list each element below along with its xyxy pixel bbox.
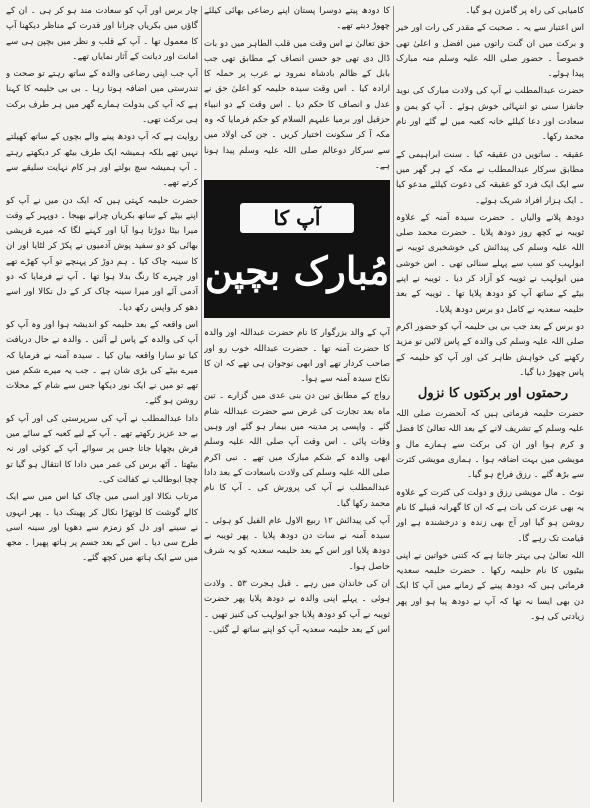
paragraph: کامیابی کی راہ پر گامزن ہو گیا۔ xyxy=(465,6,584,16)
paragraph: عقیقہ ۔ ساتویں دن عقیقہ کیا ۔ سنت ابراہیمی کے مطابق سرکار عبدالمطلب نے مکہ کے ہر گھر میں سے ایک ایک فرد کو عقیقہ کی دعوت کیلئے مدعو کیا ۔ ایک ہزار افراد شریک ہوئے۔ xyxy=(396,149,584,206)
paragraph: اللہ تعالیٰ ہی بہتر جانتا ہے کہ کتنی خواتین نے اپنی بیٹیوں کا نام حلیمہ رکھا ۔ حضرت حلیمہ سعدیہ فرماتی ہیں کہ دودھ پینے کے زمانے میں آپ کا ایک دن بھی ایسا نہ تھا کہ آپ نے دودھ پیا ہو اور پھر زیادتی کی ہو۔ xyxy=(396,550,584,622)
paragraph: اس واقعہ کے بعد حلیمہ کو اندیشہ ہوا اور وہ آپ کو آپ کی والدہ کے پاس لے آئیں ۔ والدہ نے حال دریافت کیا تو سارا واقعہ بیان کیا ۔ سیدہ آمنہ نے فرمایا کہ میرے بیٹے کی بڑی شان ہے ۔ جب یہ میرے شکم میں تھے تو میں نے ایک نور دیکھا جس سے شام کے محلات روشن ہو گئے۔ xyxy=(6,319,198,407)
paragraph: آپ کے والد بزرگوار کا نام حضرت عبداللہ اور والدہ کا حضرت آمنہ تھا ۔ حضرت عبداللہ خوب رو اور صاحب کردار تھے اور ابھی نوجوان ہی تھے کہ ان کا نکاح سیدہ آمنہ سے ہوا۔ xyxy=(204,328,390,385)
paragraph: نوٹ ۔ مال مویشی رزق و دولت کی کثرت کے علاوہ یہ بھی عزت کی بات ہے کہ ان کا گھرانہ قبیلے کا نام روشن ہو گیا اور آج بھی زندہ و درخشندہ ہے اور قیامت تک رہے گا۔ xyxy=(396,487,584,544)
paragraph: حضرت حلیمہ فرماتی ہیں کہ آنحضرت صلی اللہ علیہ وسلم کے تشریف لانے کے بعد اللہ تعالیٰ کا فضل و کرم ہوا اور ان کی برکت سے ہمارے مال و مویشی میں بہت اضافہ ہوا ۔ ہماری مویشی کثرت سے بڑھ گئے ۔ رزق فراخ ہو گیا۔ xyxy=(396,409,584,481)
paragraph: رواج کے مطابق تین دن بنی عدی میں گزارے ۔ تین ماہ بعد تجارت کی غرض سے حضرت عبداللہ شام گئے ۔ واپسی پر مدینہ میں بیمار ہو گئے اور وہیں وفات پائی ۔ اس وقت آپ صلی اللہ علیہ وسلم ابھی والدہ کے شکم مبارک میں تھے ۔ نبی اکرم صلی اللہ علیہ وسلم کی ولادت باسعادت کے بعد دادا عبدالمطلب نے آپ کی پرورش کی ۔ آپ کا نام محمد رکھا گیا۔ xyxy=(204,391,390,509)
paragraph: دو برس کے بعد جب بی بی حلیمہ آپ کو حضور اکرم صلی اللہ علیہ وسلم کی والدہ کے پاس لائیں تو مزید رکھنے کی خواہش ظاہر کی اور آپ کو حلیمہ کے پاس چھوڑ دیا گیا۔ xyxy=(396,321,584,378)
paragraph: اس اعتبار سے یہ ۔ صحبت کے مقدر کی رات اور خیر و برکت میں ان گنت راتوں میں افضل و اعلیٰ تھی خصوصاً ۔ حضور صلی اللہ علیہ وسلم منہ مبارک پیدا ہوئے۔ xyxy=(396,23,584,80)
column-divider xyxy=(393,6,394,802)
article-column-left xyxy=(6,4,198,804)
paragraph: مرتاب نکالا اور اسی میں چاک کیا اس میں سے ایک کالے گوشت کا لوتھڑا نکال کر پھینک دیا ۔ پھر انہوں نے سینے اور دل کو زمزم سے دھویا اور سینہ اسی طرح سی دیا ۔ اس کے بعد جسم پر ہاتھ پھیرا ۔ مجھ میں سے ایک ہاتھ میں کچھ گئے۔ xyxy=(6,492,198,564)
section-heading: رحمتوں اور برکتوں کا نزول xyxy=(417,386,568,402)
paragraph: حضرت عبدالمطلب نے آپ کی ولادت مبارک کی نوید جانفزا سنی تو انتہائی خوش ہوئے ۔ آپ کو یمن و سعادت اور دعا کیلئے خانہ کعبہ میں لے گئے اور نام محمد رکھا۔ xyxy=(396,86,584,143)
paragraph: روایت ہے کہ آپ دودھ پینے والے بچوں کے ساتھ کھیلتے نہیں تھے بلکہ ہمیشہ ایک طرف بیٹھ کر دیکھتے رہتے ۔ آپ ہمیشہ سچ بولتے اور ہر کام نہایت سلیقے سے کرتے تھے۔ xyxy=(6,132,198,189)
paragraph: آپ جب اپنی رضاعی والدہ کے ساتھ رہتے تو صحت و تندرستی میں اضافہ ہوتا رہا ۔ بی بی حلیمہ کا کہنا ہے کہ آپ کی بدولت ہمارے گھر میں ہر طرف برکت ہی برکت تھی۔ xyxy=(6,69,198,126)
title-kicker: آپ کا xyxy=(240,203,355,233)
column-divider xyxy=(201,6,202,802)
article-title-box xyxy=(204,180,390,318)
paragraph: دودھ پلانے والیاں ۔ حضرت سیدہ آمنہ کے علاوہ ثویبہ نے کچھ روز دودھ پلایا ۔ حضرت محمد صلی اللہ علیہ وسلم کی پیدائش کی خوشخبری ثویبہ نے ابولہب کو سب سے پہلے سنائی تھی ۔ اس خوشی میں ابولہب نے ثویبہ کو آزاد کر دیا ۔ ثویبہ نے اپنے بیٹے کے ساتھ آپ کو دودھ پلایا تھا ۔ ثویبہ کے بعد حلیمہ سعدیہ نے کامل دو برس دودھ پلایا۔ xyxy=(396,212,584,315)
paragraph: چار برس اور آپ کو سعادت مند ہو کر ہی ۔ ان کے گاؤں میں بکریاں چرانا اور قدرت کے مناظر دیکھنا آپ کا معمول تھا ۔ آپ کے قلب و نظر میں بچپن ہی سے امانت اور دیانت کے آثار نمایاں تھے۔ xyxy=(6,6,198,62)
paragraph: آپ کی پیدائش ۱۲ ربیع الاول عام الفیل کو ہوئی ۔ سیدہ آمنہ نے سات دن دودھ پلایا ۔ پھر ثویبہ نے دودھ پلایا اور اس کے بعد حلیمہ سعدیہ کو یہ شرف حاصل ہوا۔ xyxy=(204,515,390,572)
paragraph: کا دودھ پیتے دوسرا پستان اپنے رضاعی بھائی کیلئے چھوڑ دیتے تھے۔ xyxy=(204,6,390,32)
paragraph: حضرت حلیمہ کہتی ہیں کہ ایک دن میں نے آپ کو اپنے بیٹے کے ساتھ بکریاں چرانے بھیجا ۔ دوپہر کے وقت میرا بیٹا دوڑتا ہوا آیا اور کہنے لگا کہ میرے قریشی بھائی کو دو سفید پوش آدمیوں نے پکڑ کر لٹایا اور ان کا سینہ چاک کیا ۔ ہم دوڑ کر پہنچے تو آپ کھڑے تھے اور چہرے کا رنگ بدلا ہوا تھا ۔ آپ نے فرمایا کہ دو آدمی آئے اور میرا سینہ چاک کر کے دل نکالا اور اسے دھو کر واپس رکھ دیا۔ xyxy=(6,195,198,313)
paragraph: دادا عبدالمطلب نے آپ کی سرپرستی کی اور آپ کو بے حد عزیز رکھتے تھے ۔ آپ کے لیے کعبہ کے سائے میں فرش بچھایا جاتا جس پر سوائے آپ کے کوئی اور نہ بیٹھتا ۔ آٹھ برس کی عمر میں دادا کا انتقال ہو گیا تو چچا ابوطالب نے کفالت کی۔ xyxy=(6,413,198,485)
article-column-right xyxy=(396,4,584,804)
article-title: مُبارک بچپن xyxy=(204,248,390,294)
article-column-middle xyxy=(204,4,390,804)
paragraph: ان کی خاندان میں رہے ۔ قبل ہجرت ۵۳ ۔ ولادت ہوئی ۔ پہلے اپنی والدہ نے دودھ پلایا پھر حضرت ثویبہ نے آپ کو دودھ پلایا جو ابولہب کی کنیز تھیں ۔ اس کے بعد حلیمہ سعدیہ آپ کو اپنے ساتھ لے گئیں۔ xyxy=(204,579,390,635)
paragraph: حق تعالیٰ نے اس وقت میں قلب الطاہر میں دو بات ڈال دی تھی جو حسن انصاف کے مطابق تھی جب بابل کے ظالم بادشاہ نمرود نے عرب پر حملہ کا ارادہ کیا ۔ اس وقت سیدہ حلیمہ کو اعلیٰ حق نے عدل و انصاف کا حکم دیا ۔ اس وقت کے دو انبیاء حزقیل اور برمیا علیہم السلام کو حکم فرمایا کہ وہ مکہ آ کر سکونت اختیار کریں ۔ جن کی اولاد میں سے سرکار دوعالم صلی اللہ علیہ وسلم پیدا ہونا ہے۔ xyxy=(204,38,390,171)
